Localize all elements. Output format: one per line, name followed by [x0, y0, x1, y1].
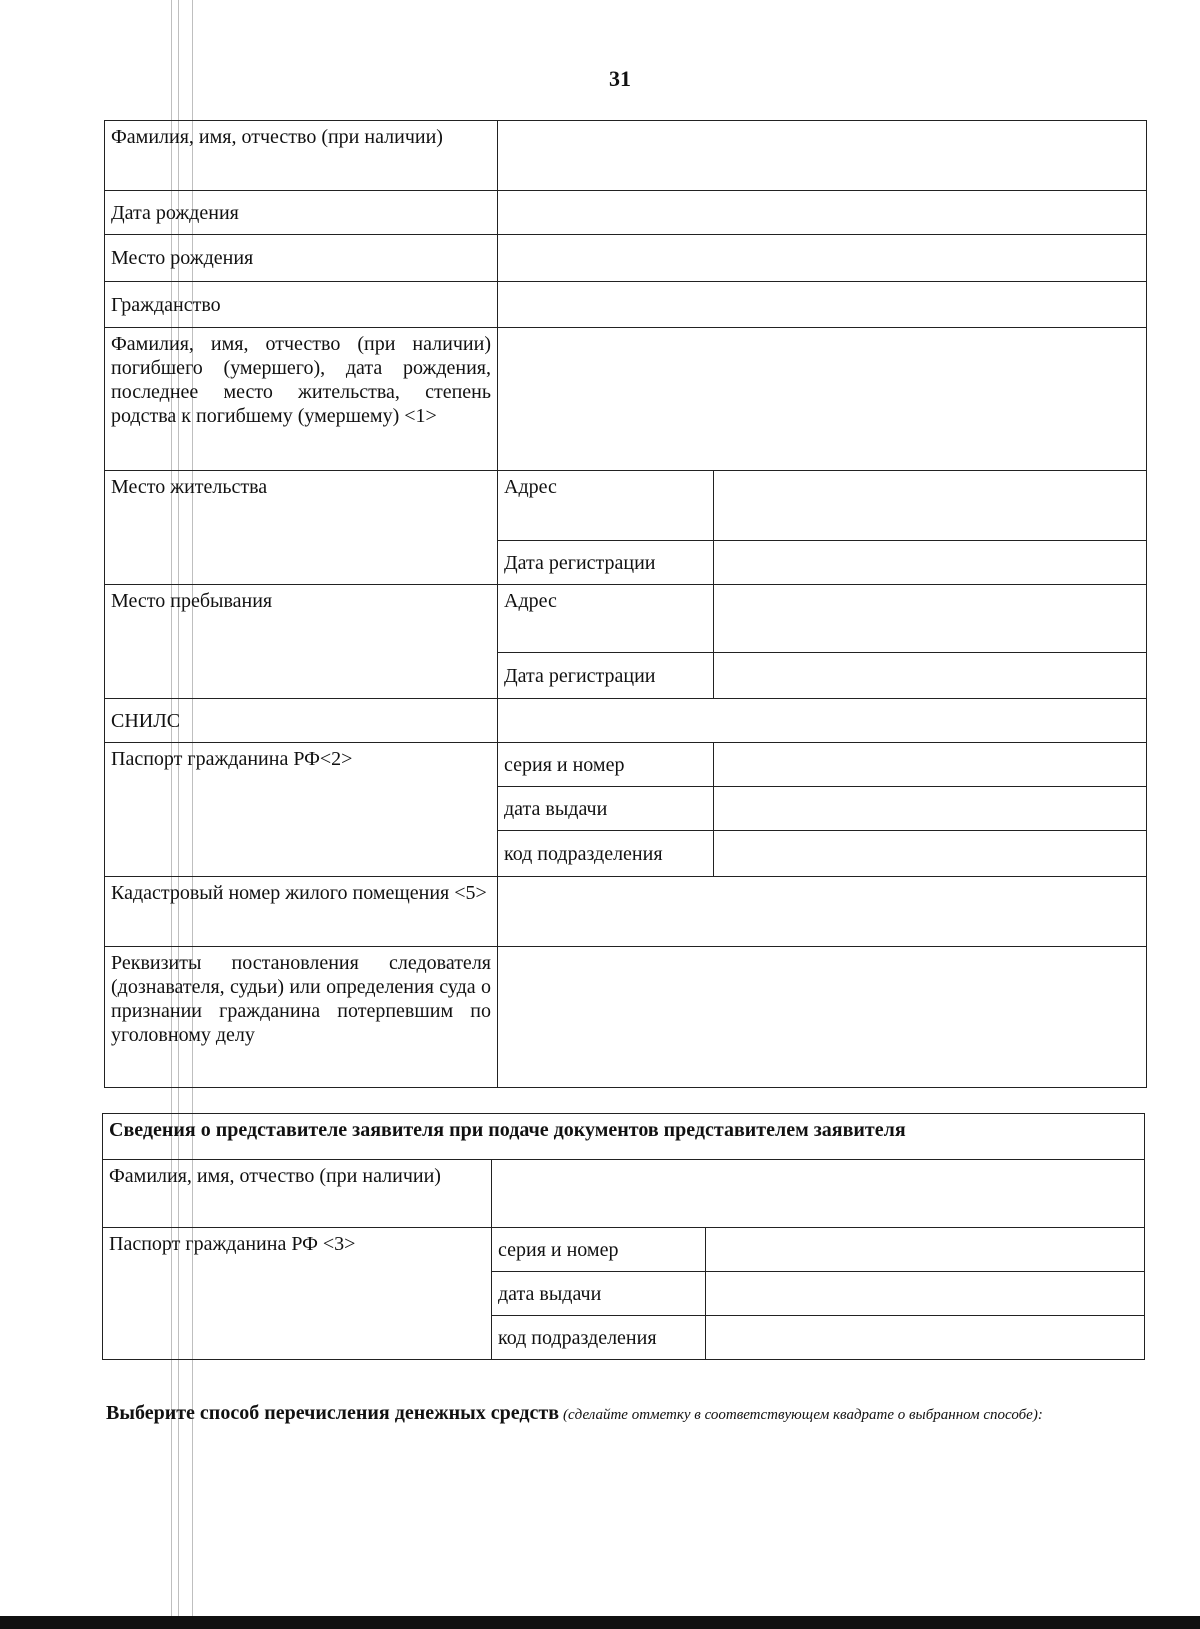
- passport-issue-date-field[interactable]: [714, 787, 1147, 831]
- passport-issue-date-label: дата выдачи: [498, 787, 714, 831]
- table-row: [105, 121, 1147, 191]
- requisites-field[interactable]: [498, 947, 1147, 1088]
- payment-method-section: [106, 1402, 1106, 1425]
- residence-address-field[interactable]: [714, 471, 1147, 541]
- deceased-info-field[interactable]: [498, 328, 1147, 471]
- table-row: [105, 743, 1147, 787]
- table-row: [105, 235, 1147, 282]
- representative-passport-issue-date-label: дата выдачи: [492, 1272, 706, 1316]
- field-label-passport: Паспорт гражданина РФ<2>: [105, 743, 498, 877]
- passport-series-label: серия и номер: [498, 743, 714, 787]
- table-row: [105, 585, 1147, 653]
- stay-address-field[interactable]: [714, 585, 1147, 653]
- field-label-representative-name: Фамилия, имя, отчество (при наличии): [103, 1160, 492, 1228]
- table-row: [103, 1228, 1145, 1272]
- field-label-cadastral: Кадастровый номер жилого помещения <5>: [105, 877, 498, 947]
- field-label-requisites: Реквизиты постановления следователя (дознавателя, судьи) или определения суда о признании гражданина потерпевшим по уголовному делу: [105, 947, 498, 1088]
- table-row: [103, 1114, 1145, 1160]
- representative-section-title: Сведения о представителе заявителя при подаче документов представителем заявителя: [103, 1114, 1145, 1160]
- stay-reg-date-label: Дата регистрации: [498, 653, 714, 699]
- snils-field[interactable]: [498, 699, 1147, 743]
- field-label-full-name: Фамилия, имя, отчество (при наличии): [105, 121, 498, 191]
- full-name-field[interactable]: [498, 121, 1147, 191]
- passport-series-field[interactable]: [714, 743, 1147, 787]
- cadastral-field[interactable]: [498, 877, 1147, 947]
- representative-passport-division-code-label: код подразделения: [492, 1316, 706, 1360]
- representative-table: [102, 1113, 1145, 1360]
- birth-place-field[interactable]: [498, 235, 1147, 282]
- passport-division-code-field[interactable]: [714, 831, 1147, 877]
- applicant-table: [104, 120, 1147, 1088]
- table-row: [105, 328, 1147, 471]
- residence-address-label: Адрес: [498, 471, 714, 541]
- citizenship-field[interactable]: [498, 282, 1147, 328]
- table-row: [105, 947, 1147, 1088]
- table-row: [105, 282, 1147, 328]
- field-label-stay: Место пребывания: [105, 585, 498, 699]
- representative-passport-division-code-field[interactable]: [706, 1316, 1145, 1360]
- stay-address-label: Адрес: [498, 585, 714, 653]
- field-label-citizenship: Гражданство: [105, 282, 498, 328]
- field-label-snils: СНИЛС: [105, 699, 498, 743]
- field-label-birth-date: Дата рождения: [105, 191, 498, 235]
- representative-passport-series-label: серия и номер: [492, 1228, 706, 1272]
- payment-method-note: (сделайте отметку в соответствующем квадрате о выбранном способе):: [563, 1407, 1043, 1423]
- residence-reg-date-label: Дата регистрации: [498, 541, 714, 585]
- passport-division-code-label: код подразделения: [498, 831, 714, 877]
- table-row: [103, 1160, 1145, 1228]
- field-label-residence: Место жительства: [105, 471, 498, 585]
- birth-date-field[interactable]: [498, 191, 1147, 235]
- representative-passport-issue-date-field[interactable]: [706, 1272, 1145, 1316]
- table-row: [105, 191, 1147, 235]
- representative-name-field[interactable]: [492, 1160, 1145, 1228]
- page-number: 31: [609, 66, 631, 91]
- field-label-deceased-info: Фамилия, имя, отчество (при наличии) погибшего (умершего), дата рождения, последнее место жительства, степень родства к погибшему (умершему) <1>: [105, 328, 498, 471]
- table-row: [105, 471, 1147, 541]
- payment-method-title: Выберите способ перечисления денежных средств: [106, 1402, 560, 1424]
- stay-reg-date-field[interactable]: [714, 653, 1147, 699]
- representative-passport-series-field[interactable]: [706, 1228, 1145, 1272]
- residence-reg-date-field[interactable]: [714, 541, 1147, 585]
- table-row: [105, 877, 1147, 947]
- table-row: [105, 699, 1147, 743]
- field-label-representative-passport: Паспорт гражданина РФ <3>: [103, 1228, 492, 1360]
- field-label-birth-place: Место рождения: [105, 235, 498, 282]
- scan-bottom-edge: [0, 1616, 1200, 1629]
